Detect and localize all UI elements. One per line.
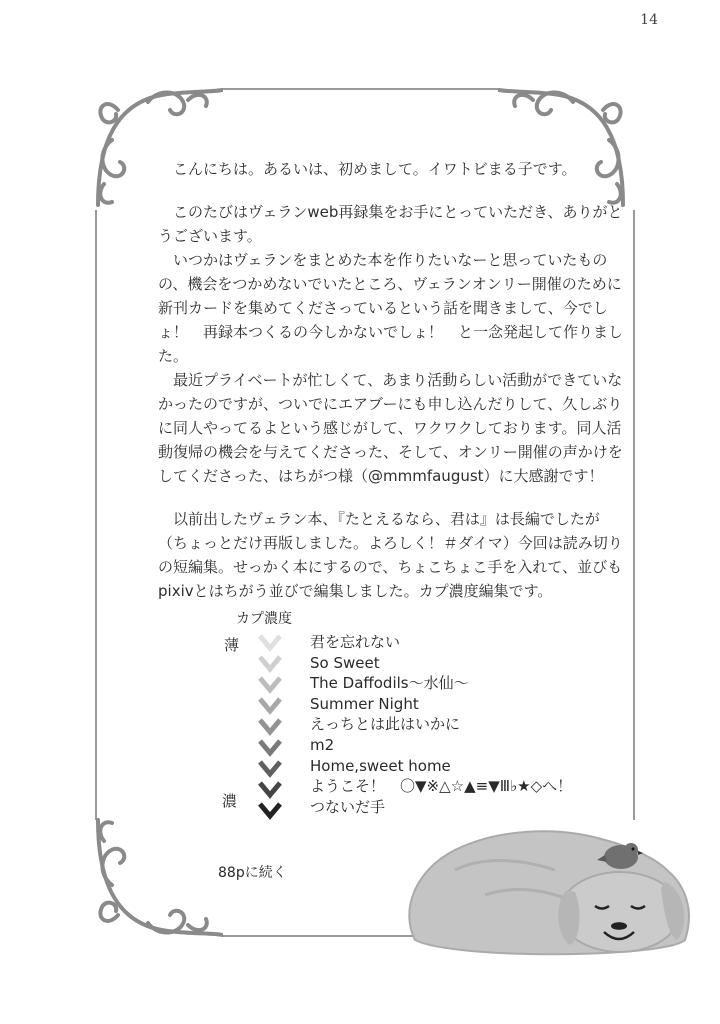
paragraph: 以前出したヴェラン本、『たとえるなら、君は』は長編でしたが（ちょっとだけ再版しました。よろしく！＃ダイマ）今回は読み切りの短編集。せっかく本にするので、ちょこちょこ手を入れて、並びもpixivとはちがう並びで編集しました。カプ濃度編集です。 xyxy=(158,510,623,600)
intro-text xyxy=(158,157,628,181)
chevron-down-icon xyxy=(260,741,280,753)
ornament-corner-icon xyxy=(88,810,223,945)
page-number: 14 xyxy=(640,12,658,28)
chevron-down-icon xyxy=(260,783,280,795)
main-text xyxy=(158,200,628,488)
chevron-down-icon xyxy=(260,804,280,816)
cup-scale-light-label: 薄 xyxy=(224,636,240,654)
chevron-down-icon xyxy=(260,762,280,774)
intro-paragraph: こんにちは。あるいは、初めまして。イワトビまる子です。 xyxy=(173,160,577,178)
list-item: Summer Night xyxy=(310,694,419,713)
list-item: ようこそ！ 〇▼※△☆▲≡▼Ⅲ♭★◇へ！ xyxy=(310,777,573,796)
list-item: The Daffodils〜水仙〜 xyxy=(310,674,469,693)
list-item: つないだ手 xyxy=(310,797,386,816)
chevron-down-icon xyxy=(260,636,280,648)
chevron-down-icon xyxy=(260,720,280,732)
paragraph: 最近プライベートが忙しくて、あまり活動らしい活動ができていなかったのですが、ついでにエアブーにも申し込んだりして、久しぶりに同人やってるよという感じがして、ワクワクしております。同人活動復帰の機会を与えてくださった、そして、オンリー開催の声かけをしてくださった、はちがつ様（@mmmfaugust）に大感謝です！ xyxy=(158,371,623,485)
story-intro-text xyxy=(158,507,628,603)
list-item: 君を忘れない xyxy=(310,633,401,651)
story-list xyxy=(310,632,572,817)
list-item: えっちとは此はいかに xyxy=(310,715,461,734)
list-item: m2 xyxy=(310,735,335,754)
chevron-down-icon xyxy=(260,699,280,711)
frame-top-line xyxy=(222,88,498,90)
ornament-corner-icon xyxy=(88,80,223,215)
paragraph: いつかはヴェランをまとめた本を作りたいなーと思っていたものの、機会をつかめないでいたところ、ヴェランオンリー開催のために新刊カードを集めてくださっているという話を聞きまして、今でしょ！ 再録本つくるの今しかないでしょ！ と一念発起して作りました。 xyxy=(158,251,624,365)
cup-scale-title: カプ濃度 xyxy=(236,611,292,627)
cup-scale-dark-label: 濃 xyxy=(222,792,238,810)
list-item: Home,sweet home xyxy=(310,756,451,775)
list-item: So Sweet xyxy=(310,653,380,672)
paragraph: このたびはヴェランweb再録集をお手にとっていただき、ありがとうございます。 xyxy=(158,203,623,245)
cup-density-chevrons xyxy=(255,632,285,832)
continued-note: 88pに続く xyxy=(218,865,287,881)
frame-left-line xyxy=(95,210,97,820)
chevron-down-icon xyxy=(260,678,280,690)
ornament-corner-icon xyxy=(498,80,633,215)
frame-right-line xyxy=(633,210,635,820)
sleeping-dog-illustration xyxy=(395,800,705,964)
chevron-down-icon xyxy=(260,657,280,669)
